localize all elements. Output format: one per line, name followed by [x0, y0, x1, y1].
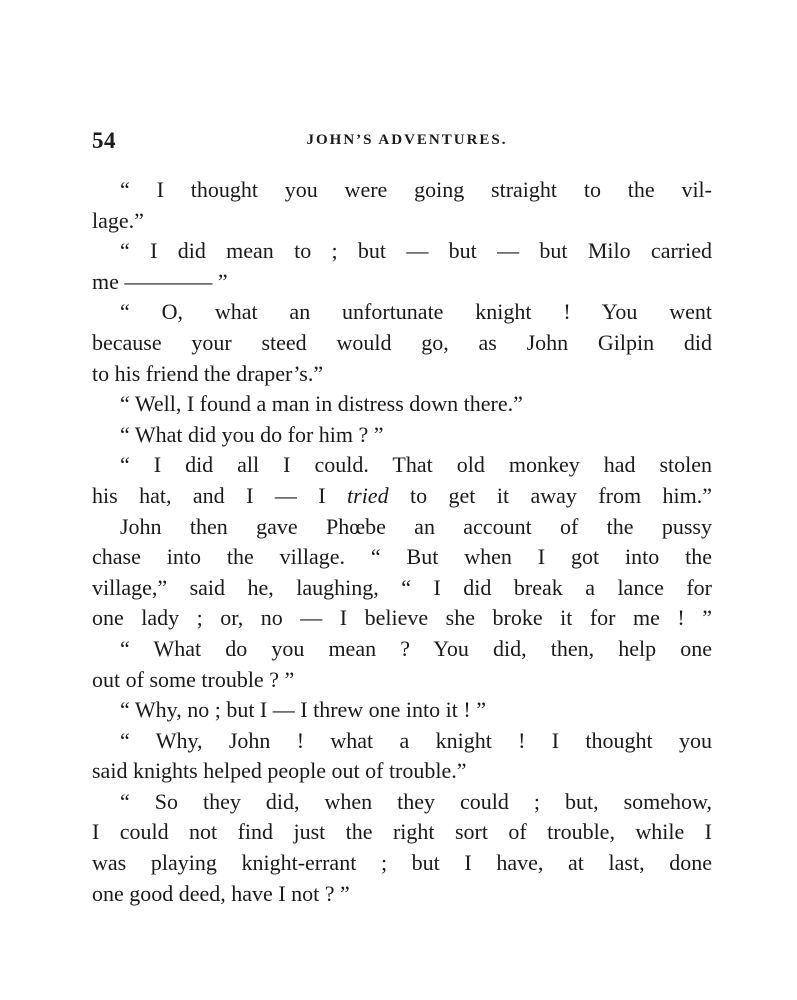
text-line: chase into the village. “ But when I got into the	[92, 544, 712, 570]
text-segment: to get it away from him.”	[388, 482, 713, 508]
page-number: 54	[92, 128, 116, 153]
text-line: “ Well, I found a man in distress down there.”	[120, 391, 523, 417]
text-line: “ So they did, when they could ; but, somehow,	[120, 788, 712, 814]
text-line: I could not find just the right sort of trouble, while I	[92, 819, 712, 845]
page-body	[92, 175, 712, 909]
text-segment: his hat, and I — I	[92, 482, 348, 508]
text-line	[92, 481, 712, 512]
text-line: village,” said he, laughing, “ I did break a lance for	[92, 574, 712, 600]
text-line: “ Why, John ! what a knight ! I thought you	[120, 727, 712, 753]
text-line: because your steed would go, as John Gilpin did	[92, 329, 712, 355]
text-line: “ Why, no ; but I — I threw one into it ! ”	[120, 697, 486, 723]
italic-word: tried	[347, 482, 389, 508]
text-line: said knights helped people out of trouble.”	[92, 758, 467, 784]
text-line: “ O, what an unfortunate knight ! You went	[120, 299, 712, 325]
running-title: JOHN’S ADVENTURES.	[306, 132, 508, 148]
text-line: “ I thought you were going straight to the vil-	[120, 177, 712, 202]
text-line: one lady ; or, no — I believe she broke it for me ! ”	[92, 605, 712, 631]
text-line: “ What do you mean ? You did, then, help one	[120, 635, 712, 661]
running-head	[92, 128, 712, 158]
text-line: out of some trouble ? ”	[92, 666, 295, 692]
text-line: was playing knight-errant ; but I have, at last, done	[92, 850, 712, 876]
text-line: “ What did you do for him ? ”	[120, 421, 384, 447]
text-line: one good deed, have I not ? ”	[92, 880, 350, 906]
text-line: me ———— ”	[92, 268, 228, 294]
text-line: John then gave Phœbe an account of the pussy	[120, 513, 712, 539]
text-line: “ I did mean to ; but — but — but Milo carried	[120, 238, 712, 264]
text-line: to his friend the draper’s.”	[92, 360, 324, 386]
text-line: “ I did all I could. That old monkey had stolen	[120, 452, 712, 478]
text-line: lage.”	[92, 207, 144, 233]
